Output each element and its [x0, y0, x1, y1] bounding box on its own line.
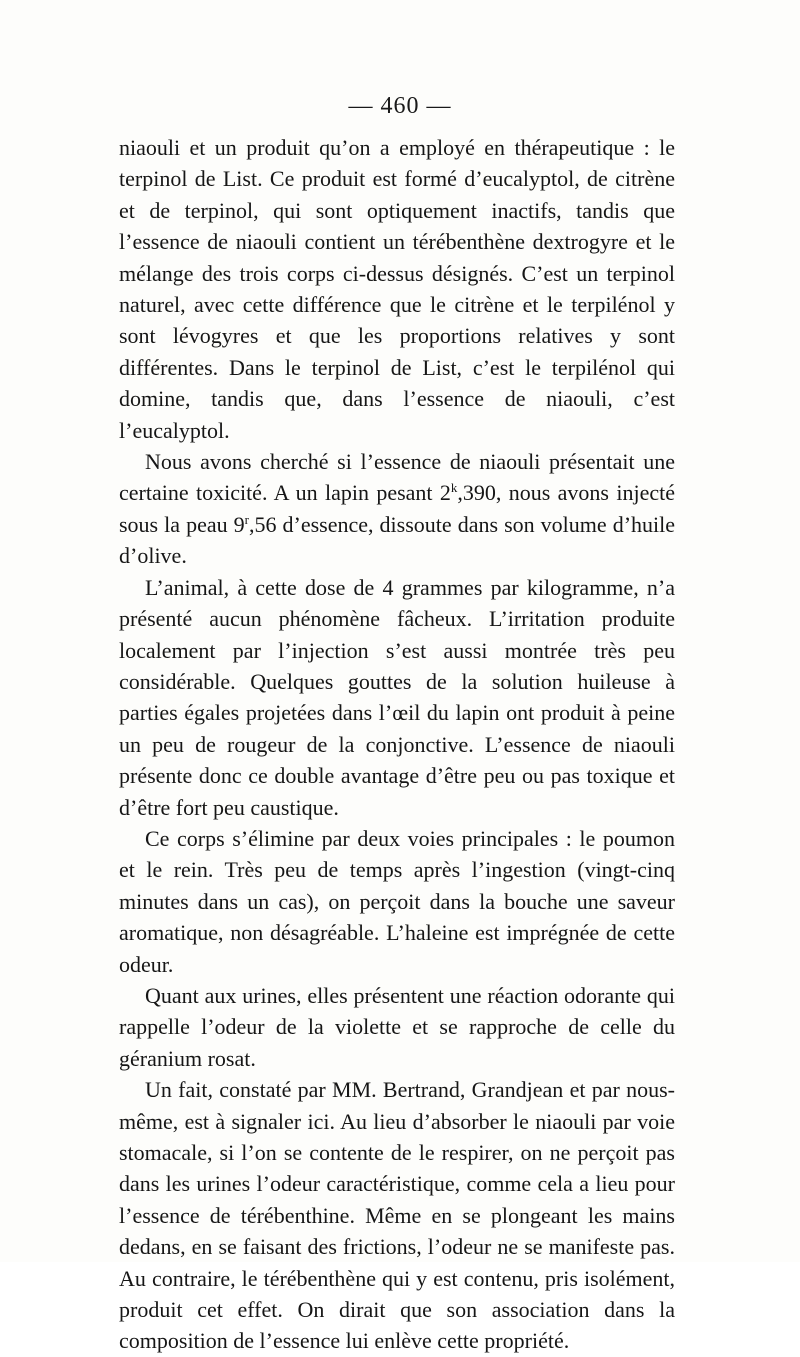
body-text: [119, 132, 675, 1357]
paragraph-3: L’animal, à cette dose de 4 grammes par kilogramme, n’a présenté aucun phénomène fâcheux. L’irritation produite localement par l’injection s’est aussi montrée très peu considérable. Quelques gouttes de la solution huileuse à parties égales projetées dans l’œil du lapin ont produit à peine un peu de rougeur de la conjonctive. L’essence de niaouli présente donc ce double avantage d’être peu ou pas toxique et d’être fort peu caustique.: [119, 574, 675, 820]
paragraph-2: [119, 446, 675, 572]
paragraph-2-part-b: ,390, nous avons injecté sous la peau 9: [119, 480, 675, 537]
unit-superscript-k: k: [450, 480, 458, 496]
paragraph-1: niaouli et un produit qu’on a employé en thérapeutique : le terpinol de List. Ce produit est formé d’eucalyptol, de citrène et de terpinol, qui sont optiquement inactifs, tandis que l’essence de niaouli contient un térébenthène dextrogyre et le mélange des trois corps ci-dessus désignés. C’est un terpinol naturel, avec cette différence que le citrène et le terpilénol y sont lévogyres et que les proportions relatives y sont différentes. Dans le terpinol de List, c’est le terpilénol qui domine, tandis que, dans l’essence de niaouli, c’est l’eucalyptol.: [119, 135, 675, 443]
paragraph-6: Un fait, constaté par MM. Bertrand, Grandjean et par nous-même, est à signaler ici. Au lieu d’absorber le niaouli par voie stomacale, si l’on se contente de le respirer, on ne perçoit pas dans les urines l’odeur caractéristique, comme cela a lieu pour l’essence de térébenthine. Même en se plongeant les mains dedans, en se faisant des frictions, l’odeur ne se manifeste pas. Au contraire, le térébenthène qui y est contenu, pris isolément, produit cet effet. On dirait que son association dans la composition de l’essence lui enlève cette propriété.: [119, 1077, 675, 1354]
paragraph-5: Quant aux urines, elles présentent une réaction odorante qui rappelle l’odeur de la violette et se rapproche de celle du géranium rosat.: [119, 982, 675, 1071]
page-number: — 460 —: [348, 93, 452, 119]
paragraph-2-part-a: Nous avons cherché si l’essence de niaouli présentait une certaine toxicité. A un lapin pesant 2: [119, 449, 675, 506]
paragraph-2-part-c: ,56 d’essence, dissoute dans son volume d’huile d’olive.: [119, 511, 676, 569]
unit-superscript-r: r: [244, 511, 249, 527]
paragraph-4: Ce corps s’élimine par deux voies principales : le poumon et le rein. Très peu de temps après l’ingestion (vingt-cinq minutes dans un cas), on perçoit dans la bouche une saveur aromatique, non désagréable. L’haleine est imprégnée de cette odeur.: [119, 825, 675, 977]
